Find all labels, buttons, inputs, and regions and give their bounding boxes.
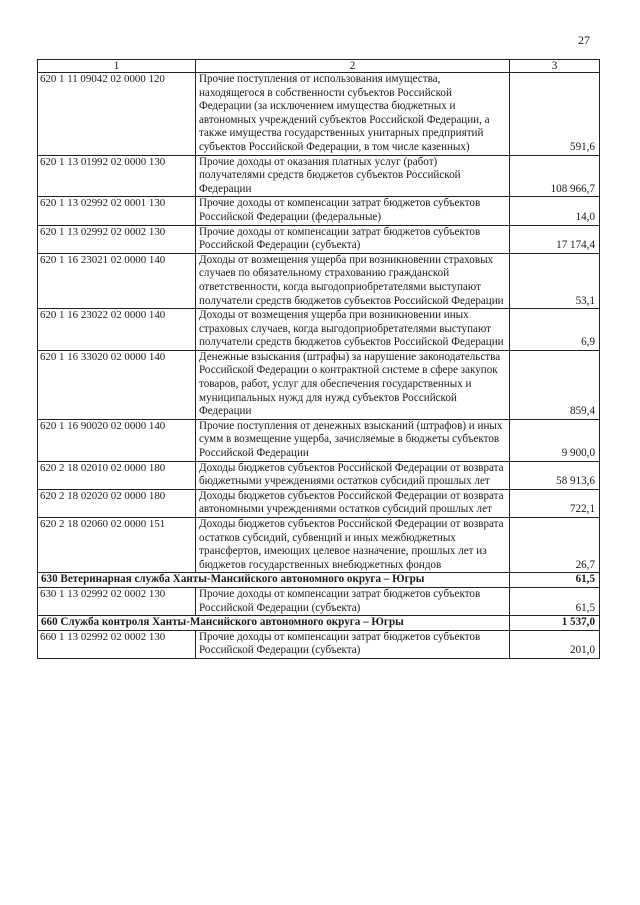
section-title: 660 Служба контроля Ханты-Мансийского автономного округа – Югры — [38, 616, 510, 631]
row-amount: 61,5 — [510, 587, 600, 615]
row-description: Доходы бюджетов субъектов Российской Федерации от возврата бюджетными учреждениями остатков субсидий прошлых лет — [196, 461, 510, 489]
budget-code: 620 1 13 01992 02 0000 130 — [38, 155, 196, 197]
table-row — [38, 309, 600, 351]
table-row — [38, 518, 600, 573]
page-number: 27 — [578, 33, 590, 47]
row-description: Доходы бюджетов субъектов Российской Федерации от возврата остатков субсидий, субвенций и иных межбюджетных трансфертов, имеющих целевое назначение, прошлых лет из бюджетов государственных внебюджетных фондов — [196, 518, 510, 573]
row-amount: 26,7 — [510, 518, 600, 573]
section-row-630 — [38, 573, 600, 588]
row-description: Прочие поступления от использования имущества, находящегося в собственности субъектов Российской Федерации (за исключением имущества бюджетных и автономных учреждений субъектов Российской Федерации, а также имущества государственных унитарных предприятий субъектов Российской Федерации, в том числе казенных) — [196, 73, 510, 156]
row-description: Прочие доходы от компенсации затрат бюджетов субъектов Российской Федерации (субъекта) — [196, 630, 510, 658]
column-header-description: 2 — [196, 60, 510, 73]
table-row — [38, 587, 600, 615]
budget-code: 660 1 13 02992 02 0002 130 — [38, 630, 196, 658]
row-amount: 591,6 — [510, 73, 600, 156]
column-header-code: 1 — [38, 60, 196, 73]
section-row-660 — [38, 616, 600, 631]
row-description: Прочие доходы от компенсации затрат бюджетов субъектов Российской Федерации (субъекта) — [196, 225, 510, 253]
budget-code: 630 1 13 02992 02 0002 130 — [38, 587, 196, 615]
table-row — [38, 350, 600, 419]
budget-code: 620 2 18 02010 02 0000 180 — [38, 461, 196, 489]
table-row — [38, 630, 600, 658]
table-row — [38, 461, 600, 489]
budget-code: 620 1 16 90020 02 0000 140 — [38, 419, 196, 461]
budget-code: 620 1 13 02992 02 0002 130 — [38, 225, 196, 253]
row-description: Доходы от возмещения ущерба при возникновении страховых случаев по обязательному страхованию гражданской ответственности, когда выгодоприобретателями выступают получатели средств бюджетов субъектов Российской Федерации — [196, 253, 510, 308]
row-description: Доходы от возмещения ущерба при возникновении иных страховых случаев, когда выгодоприобретателями выступают получатели средств бюджетов субъектов Российской Федерации — [196, 309, 510, 351]
row-amount: 201,0 — [510, 630, 600, 658]
row-amount: 859,4 — [510, 350, 600, 419]
table-row — [38, 73, 600, 156]
row-amount: 9 900,0 — [510, 419, 600, 461]
section-total: 1 537,0 — [510, 616, 600, 631]
row-description: Денежные взыскания (штрафы) за нарушение законодательства Российской Федерации о контрактной системе в сфере закупок товаров, работ, услуг для обеспечения государственных и муниципальных нужд для нужд субъектов Российской Федерации — [196, 350, 510, 419]
table-row — [38, 253, 600, 308]
table-row — [38, 155, 600, 197]
row-description: Прочие доходы от компенсации затрат бюджетов субъектов Российской Федерации (субъекта) — [196, 587, 510, 615]
row-description: Прочие доходы от оказания платных услуг (работ) получателями средств бюджетов субъектов Российской Федерации — [196, 155, 510, 197]
row-amount: 722,1 — [510, 489, 600, 517]
section-title: 630 Ветеринарная служба Ханты-Мансийского автономного округа – Югры — [38, 573, 510, 588]
table-row — [38, 197, 600, 225]
row-amount: 58 913,6 — [510, 461, 600, 489]
header-row — [38, 60, 600, 73]
row-amount: 53,1 — [510, 253, 600, 308]
column-header-amount: 3 — [510, 60, 600, 73]
budget-code: 620 1 16 23022 02 0000 140 — [38, 309, 196, 351]
budget-code: 620 2 18 02060 02 0000 151 — [38, 518, 196, 573]
row-amount: 14,0 — [510, 197, 600, 225]
row-amount: 17 174,4 — [510, 225, 600, 253]
row-amount: 6,9 — [510, 309, 600, 351]
row-description: Доходы бюджетов субъектов Российской Федерации от возврата автономными учреждениями остатков субсидий прошлых лет — [196, 489, 510, 517]
budget-revenue-table — [37, 59, 600, 659]
budget-code: 620 1 13 02992 02 0001 130 — [38, 197, 196, 225]
budget-code: 620 2 18 02020 02 0000 180 — [38, 489, 196, 517]
section-total: 61,5 — [510, 573, 600, 588]
budget-code: 620 1 16 33020 02 0000 140 — [38, 350, 196, 419]
table-row — [38, 489, 600, 517]
row-amount: 108 966,7 — [510, 155, 600, 197]
row-description: Прочие доходы от компенсации затрат бюджетов субъектов Российской Федерации (федеральные) — [196, 197, 510, 225]
budget-code: 620 1 16 23021 02 0000 140 — [38, 253, 196, 308]
row-description: Прочие поступления от денежных взысканий (штрафов) и иных сумм в возмещение ущерба, зачисляемые в бюджеты субъектов Российской Федерации — [196, 419, 510, 461]
table-row — [38, 419, 600, 461]
table-row — [38, 225, 600, 253]
budget-code: 620 1 11 09042 02 0000 120 — [38, 73, 196, 156]
